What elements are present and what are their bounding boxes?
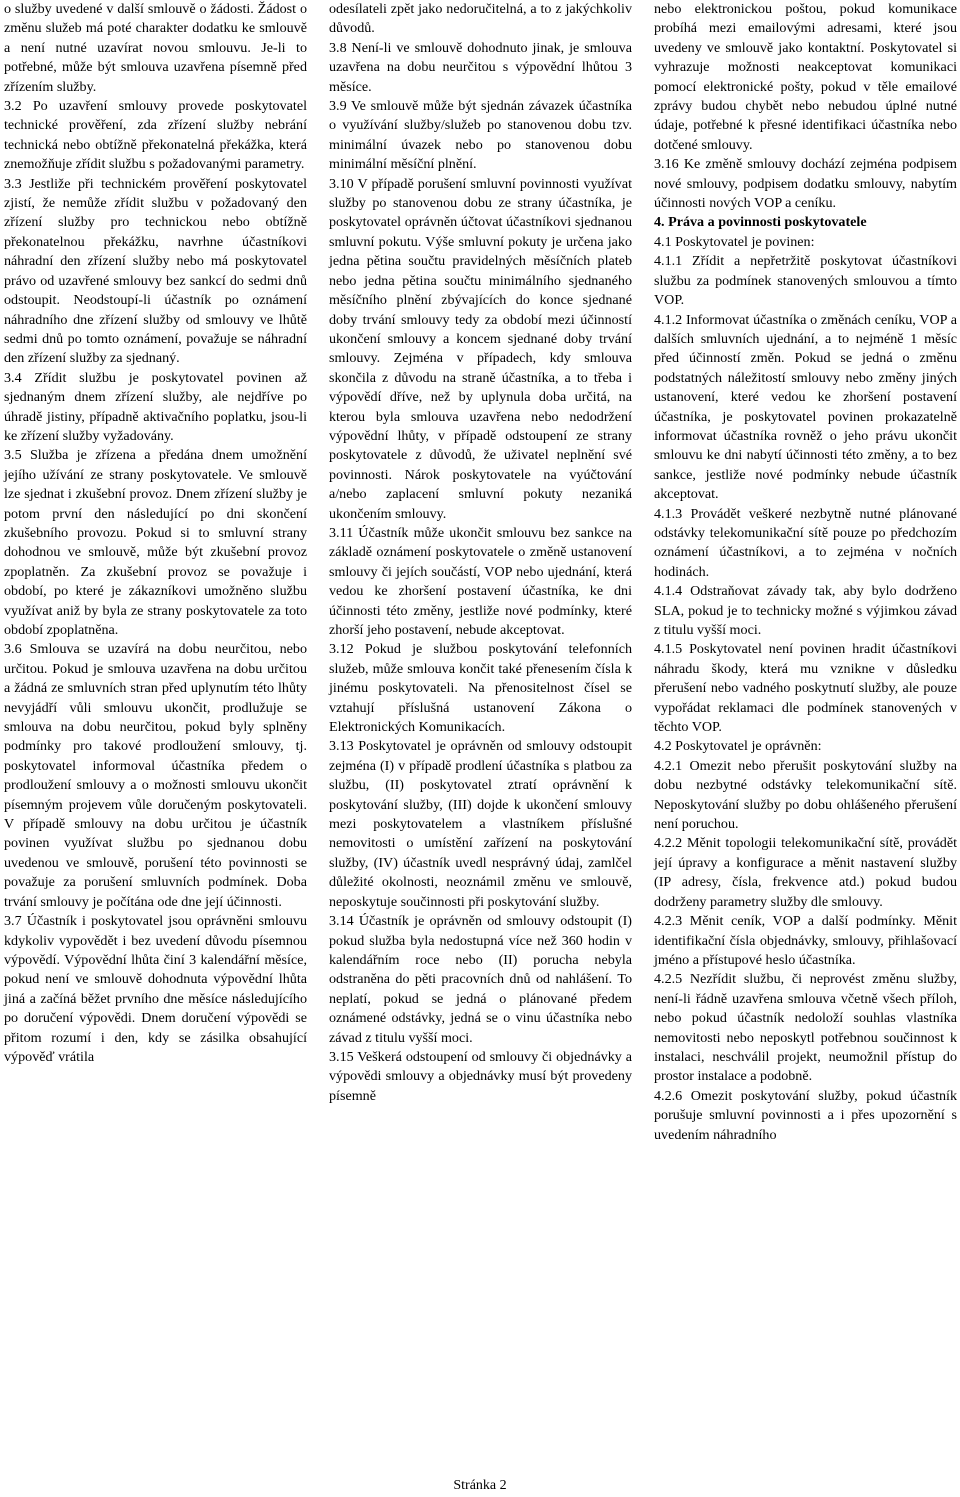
paragraph: 4.1.3 Provádět veškeré nezbytně nutné plánované odstávky telekomunikační sítě pouze po předchozím oznámení účastníkovi, a to zejména v nočních hodinách. xyxy=(654,505,957,580)
paragraph: 3.16 Ke změně smlouvy dochází zejména podpisem nové smlouvy, podpisem dodatku smlouvy, nabytím účinnosti nových VOP a ceníku. xyxy=(654,156,957,212)
paragraph: 4.2.6 Omezit poskytování služby, pokud účastník porušuje smluvní povinnosti a i přes upozornění s uvedením náhradního xyxy=(654,1087,957,1143)
paragraph: 3.2 Po uzavření smlouvy provede poskytovatel technické prověření, zda zřízení služby nebrání technická nebo obtížně překonatelná překážka, která znemožňuje zřídit službu s požadovanými parametry. xyxy=(4,98,307,173)
paragraph: 3.6 Smlouva se uzavírá na dobu neurčitou, nebo určitou. Pokud je smlouva uzavřena na dobu určitou a žádná ze smluvních stran před uplynutím této lhůty nevyjádří vůli smlouvu ukončit, prodlužuje se smlouva na dobu neurčitou, pokud byly splněny podmínky pro takové prodloužení smlouvy, tj. poskytovatel informoval účastníka předem o prodloužení smlouvy a o možnosti smlouvu ukončit písemným projevem vůle doručeným poskytovateli. V případě smlouvy na dobu určitou je účastník povinen využívat službu po sjednanou dobu uvedenou ve smlouvě, porušení této povinnosti se považuje za porušení smluvních podmínek. Doba trvání smlouvy je počítána ode dne její účinnosti. xyxy=(4,641,307,910)
paragraph: 3.11 Účastník může ukončit smlouvu bez sankce na základě oznámení poskytovatele o změně ustanovení smlouvy či jejích součástí, VOP nebo ujednání, která vedou ke zhoršení postavení účastníka, ke dni účinnosti této změny, jestliže nové podmínky, které zhorší jeho postavení, nebude akceptovat. xyxy=(329,524,632,638)
page-number: Stránka 2 xyxy=(453,1478,507,1493)
paragraph: 3.10 V případě porušení smluvní povinnosti využívat služby po stanovenou dobu ze strany účastníka, je poskytovatel oprávněn účtovat účastníkovi sjednanou smluvní pokutu. Výše smluvní pokuty je určena jako jedna pětina součtu pravidelných měsíčních plateb nebo jedna pětina součtu minimálního sjednaného měsíčního plnění zbývajících do konce sjednané doby trvání smlouvy tedy za období mezi účinností ukončení smlouvy a koncem sjednané doby trvání smlouvy. Zejména v případech, kdy smlouva skončila z důvodu na straně účastníka, a to třeba i výpovědí dříve, než by uplynula doba určitá, na kterou byla smlouva uzavřena nebo nedodržení výpovědní lhůty, v případě odstoupení ze strany poskytovatele z důvodů, že uživatel neplnění své povinnosti. Nárok poskytovatele na vyúčtování a/nebo zaplacení smluvní pokuty nezaniká ukončením smlouvy. xyxy=(329,175,632,522)
paragraph: 4.1.1 Zřídit a nepřetržitě poskytovat účastníkovi službu za podmínek stanovených smlouvou a tímto VOP. xyxy=(654,253,957,309)
paragraph: 4.2 Poskytovatel je oprávněn: xyxy=(654,738,822,755)
paragraph: 4.1 Poskytovatel je povinen: xyxy=(654,233,815,250)
paragraph: 3.4 Zřídit službu je poskytovatel povinen až sjednaným dnem zřízení služby, ale nejdříve po úhradě jistiny, případně aktivačního poplatku, jsou-li ke zřízení služby vyžadovány. xyxy=(4,369,307,444)
paragraph: 4.2.2 Měnit topologii telekomunikační sítě, provádět její úpravy a konfigurace a měnit nastavení služby (IP adresy, čísla, frekvence atd.) pokud budou dodrženy parametry služby dle smlouvy. xyxy=(654,835,957,910)
paragraph: 4.1.2 Informovat účastníka o změnách ceníku, VOP a dalších smluvních ujednání, a to nejméně 1 měsíc před účinností změn. Pokud se jedná o změnu podstatných náležitostí smlouvy nebo změny jiných ustanovení, které vedou ke zhoršení postavení účastníka, je poskytovatel povinen prokazatelně informovat účastníka rovněž o jeho právu ukončit smlouvu ke dni nabytí účinnosti této změny, a to bez sankce, jestliže nové podmínky nebude účastník akceptovat. xyxy=(654,311,957,503)
paragraph: o služby uvedené v další smlouvě o žádosti. Žádost o změnu služeb má poté charakter dodatku ke smlouvě a není nutné uzavírat novou smlouvu. Je-li to potřebné, může být smlouva uzavřena písemně před zřízením služby. xyxy=(4,1,307,95)
paragraph: 3.14 Účastník je oprávněn od smlouvy odstoupit (I) pokud služba byla nedostupná více než 360 hodin v kalendářním roce nebo (II) porucha nebyla odstraněna do pěti pracovních dnů od nahlášení. To neplatí, pokud se jedná o plánované předem oznámené odstávky, jedná se o vinu účastníka nebo závad z titulu vyšší moci. xyxy=(329,913,632,1046)
paragraph: 4.1.5 Poskytovatel není povinen hradit účastníkovi náhradu škody, která mu vznikne v důsledku přerušení nebo vadného poskytnutí služby, ale pouze vypořádat reklamaci dle podmínek stanovených v těchto VOP. xyxy=(654,641,957,736)
paragraph: 3.7 Účastník i poskytovatel jsou oprávněni smlouvu kdykoliv vypovědět i bez uvedení důvodu písemnou výpovědí. Výpovědní lhůta činí 3 kalendářní měsíce, pokud není ve smlouvě dohodnuta výpovědní lhůta jiná a začíná běžet prvního dne měsíce následujícího po doručení výpovědi. Dnem doručení výpovědi se přitom rozumí i den, kdy se zásilka obsahující výpověď vrátila xyxy=(4,913,307,1065)
section-heading: 4. Práva a povinnosti poskytovatele xyxy=(654,214,867,231)
paragraph: 4.2.5 Nezřídit službu, či neprovést změnu služby, není-li řádně uzavřena smlouva včetně všech příloh, nebo pokud účastník nedoloží souhlas vlastníka nemovitosti nebo neposkytl potřebnou součinnost k instalaci, neschválil projekt, neumožnil přístup do prostor instalace a podobně. xyxy=(654,971,957,1085)
paragraph: 3.8 Není-li ve smlouvě dohodnuto jinak, je smlouva uzavřena na dobu neurčitou s výpovědní lhůtou 3 měsíce. xyxy=(329,39,632,95)
paragraph: 3.15 Veškerá odstoupení od smlouvy či objednávky a výpovědi smlouvy a objednávky musí být provedeny písemně xyxy=(329,1048,632,1104)
paragraph: 3.9 Ve smlouvě může být sjednán závazek účastníka o využívání služby/služeb po stanovenou dobu tzv. minimální úvazek nebo po stanovenou dobu minimální měsíční plnění. xyxy=(329,98,632,173)
paragraph: 4.1.4 Odstraňovat závady tak, aby bylo dodrženo SLA, pokud je to technicky možné s výjimkou závad z titulu vyšší moci. xyxy=(654,583,957,638)
paragraph: 3.13 Poskytovatel je oprávněn od smlouvy odstoupit zejména (I) v případě prodlení účastníka s platbou za službu, (II) poskytovatel ztratí oprávnění k poskytování služby, (III) dojde k ukončení smlouvy mezi poskytovatelem a vlastníkem příslušné nemovitosti o umístění zařízení na poskytování služby, (IV) účastník uvedl nesprávný údaj, zamlčel důležité okolnosti, neoznámil změnu ve smlouvě, neposkytuje součinnosti při poskytování služby. xyxy=(329,738,632,910)
column-right xyxy=(654,0,957,1145)
column-middle xyxy=(329,0,632,1145)
paragraph: 4.2.3 Měnit ceník, VOP a další podmínky. Měnit identifikační čísla objednávky, smlouvy, přihlašovací jméno a přístupové heslo účastníka. xyxy=(654,913,957,968)
paragraph: odesílateli zpět jako nedoručitelná, a to z jakýchkoliv důvodů. xyxy=(329,1,632,37)
paragraph: 3.5 Služba je zřízena a předána dnem umožnění jejího užívání ze strany poskytovatele. Ve smlouvě lze sjednat i zkušební provoz. Dnem zřízení služby je potom první den následující po dni skončení zkušebního provozu. Pokud si to smluvní strany dohodnou ve smlouvě, může být zkušební provoz zpoplatněn. Za zkušební provoz se považuje i období, po které je zákazníkovi umožněno službu využívat aniž by byla ze strany poskytovatele za toto období zpoplatněna. xyxy=(4,447,307,638)
paragraph: nebo elektronickou poštou, pokud komunikace probíhá mezi emailovými adresami, které jsou uvedeny ve smlouvě jako kontaktní. Poskytovatel si vyhrazuje možnosti neakceptovat komunikaci pomocí elektronické pošty, pokud v těle emailové zprávy budou chybět nebo nebudou úplné nutné údaje, potřebné k přesné identifikaci účastníka nebo dotčené smlouvy. xyxy=(654,1,957,153)
text-columns xyxy=(4,0,957,1145)
paragraph: 3.3 Jestliže při technickém prověření poskytovatel zjistí, že nemůže zřídit službu v požadovaný den zřízení služby pro technickou nebo obtížně překonatelnou překážku, navrhne účastníkovi náhradní den zřízení služby nebo má poskytovatel právo od uzavřené smlouvy bez sankcí do sedmi dnů odstoupit. Neodstoupí-li účastník po oznámení náhradního dne zřízení služby od smlouvy ve lhůtě sedmi dnů po tomto oznámení, považuje se náhradní den zřízení služby za sjednaný. xyxy=(4,175,307,367)
column-left xyxy=(4,0,307,1145)
paragraph: 3.12 Pokud je službou poskytování telefonních služeb, může smlouva končit také přenesením čísla k jinému poskytovateli. Na přenositelnost čísel se vztahují příslušná ustanovení Zákona o Elektronických Komunikacích. xyxy=(329,641,632,736)
paragraph: 4.2.1 Omezit nebo přerušit poskytování služby na dobu nezbytné odstávky telekomunikační sítě. Neposkytování služby po dobu ohlášeného přerušení není poruchou. xyxy=(654,757,957,833)
